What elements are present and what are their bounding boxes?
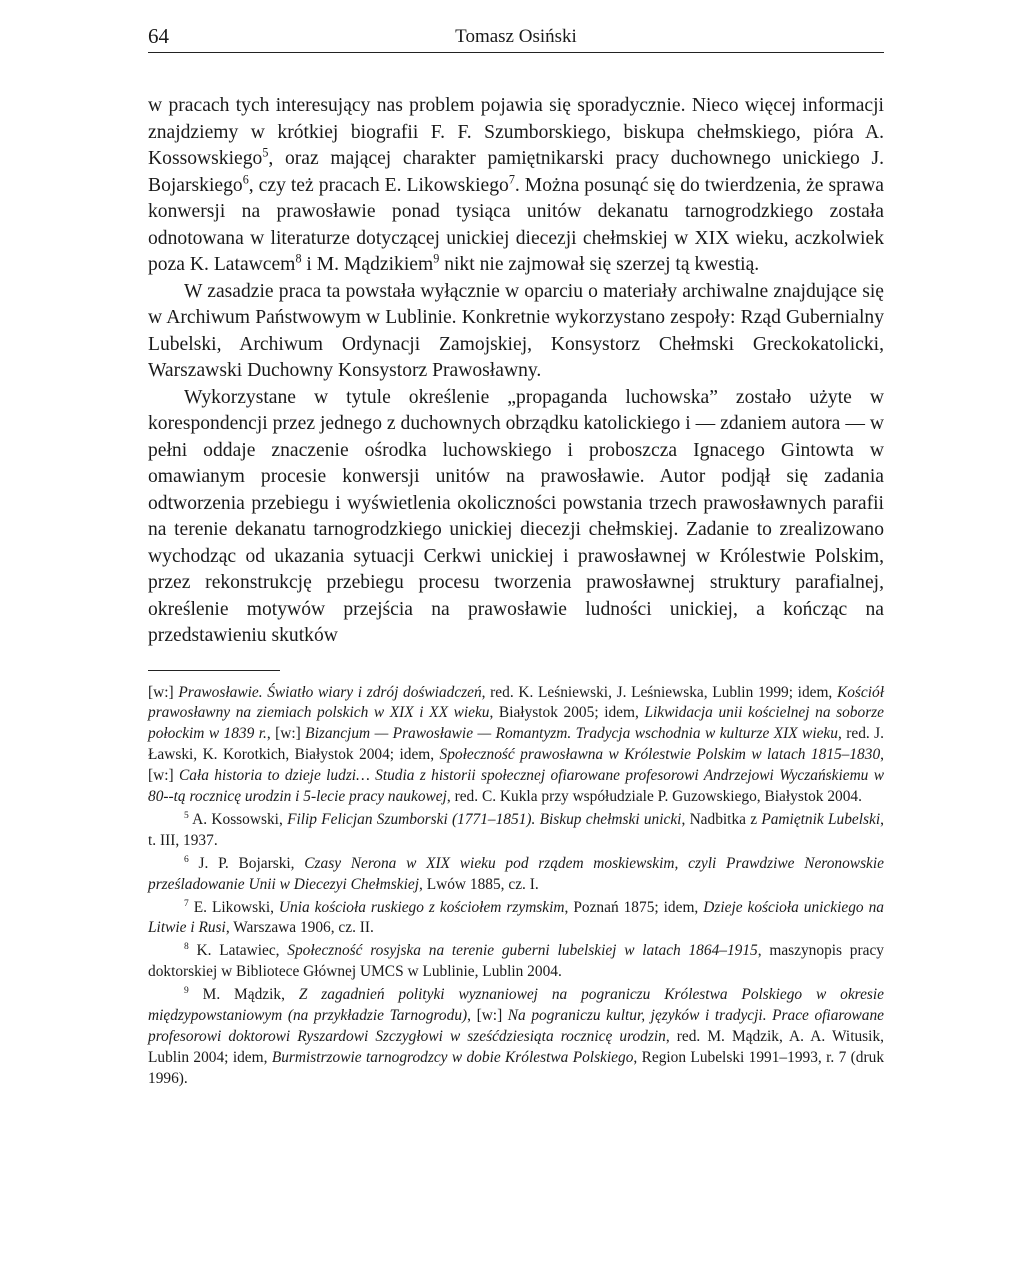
main-text — [148, 93, 884, 650]
footnote-6 — [148, 854, 884, 896]
fn-title: Unia kościoła ruskiego z kościołem rzymskim — [278, 898, 565, 916]
page-number: 64 — [148, 24, 169, 48]
paragraph-1-text-a: w pracach tych interesujący nas problem pojawia się sporadycznie. Nieco więcej informacji znajdziemy w krótkiej biografii F. F. Szumborskiego, biskupa chełmskiego, pióra A. Kossowskiego — [148, 95, 884, 169]
fn-title: Bizancjum — Prawosławie — Romantyzm. Tradycja wschodnia w kulturze XIX wieku — [305, 725, 838, 743]
fn-text: , [w:] — [266, 725, 306, 743]
fn-text: , maszynopis pracy doktorskiej w Bibliotece Głównej UMCS w Lublinie, Lublin 2004. — [148, 942, 884, 981]
footnote-ref-7: 7 — [508, 171, 515, 186]
footnote-number: 6 — [184, 853, 189, 865]
fn-text: E. Likowski, — [188, 898, 279, 916]
fn-text: , Warszawa 1906, cz. II. — [225, 919, 374, 937]
fn-text: , red. J. Ławski, K. Korotkich, Białystok 2004; idem, — [148, 725, 884, 764]
running-header — [148, 18, 884, 53]
fn-text: J. P. Bojarski, — [188, 854, 305, 872]
fn-title: Kościół prawosławny na ziemiach polskich w XIX i XX wieku — [148, 683, 884, 722]
fn-text: , Poznań 1875; idem, — [564, 898, 704, 916]
fn-title: Społeczność rosyjska na terenie guberni lubelskiej w latach 1864–1915 — [287, 942, 758, 960]
footnote-separator — [148, 670, 280, 671]
fn-title: Cała historia to dzieje ludzi… Studia z historii społecznej ofiarowane profesorowi Andrzejowi Wyczańskiemu w 80--tą rocznicę urodzin i 5-lecie pracy naukowej — [148, 767, 884, 806]
fn-title: Z zagadnień polityki wyznaniowej na pograniczu Królestwa Polskiego w okresie międzypowstaniowym (na przykładzie Tarnogrodu) — [148, 986, 885, 1025]
fn-title: Społeczność prawosławna w Królestwie Polskim w latach 1815–1830 — [439, 746, 881, 764]
paragraph-2: W zasadzie praca ta powstała wyłącznie w oparciu o materiały archiwalne znajdujące się w Archiwum Państwowym w Lublinie. Konkretnie wykorzystano zespoły: Rząd Gubernialny Lubelski, Archiwum Ordynacji Zamojskiej, Konsystorz Chełmski Greckokatolicki, Warszawski Duchowny Konsystorz Prawosławny. — [148, 280, 884, 381]
fn-title: Likwidacja unii kościelnej na soborze połockim w 1839 r. — [148, 704, 885, 743]
fn-text: K. Latawiec, — [188, 942, 288, 960]
fn-text: , Białystok 2005; idem, — [489, 704, 645, 722]
fn-title: Prawosławie. Światło wiary i zdrój doświadczeń — [178, 683, 482, 701]
footnote-ref-5: 5 — [262, 145, 269, 160]
footnote-number: 7 — [184, 897, 189, 909]
footnote-continuation — [148, 683, 884, 808]
fn-text: , Lwów 1885, cz. I. — [419, 875, 539, 893]
fn-title: Czasy Nerona w XIX wieku pod rządem moskiewskim, czyli Prawdziwe Neronowskie prześladowanie Unii w Diecezyi Chełmskiej — [148, 854, 884, 893]
fn-text: , t. III, 1937. — [148, 810, 884, 849]
footnote-number: 9 — [184, 985, 189, 997]
fn-text: M. Mądzik, — [188, 986, 299, 1004]
paragraph-1-text-e: i M. Mądzikiem — [301, 254, 434, 275]
fn-title: Pamiętnik Lubelski — [761, 810, 881, 828]
paragraph-1-text-f: nikt nie zajmował się szerzej tą kwestią. — [439, 254, 760, 275]
footnote-ref-9: 9 — [433, 251, 440, 266]
footnote-ref-8: 8 — [295, 251, 302, 266]
paragraph-1-text-d: . Można posunąć się do twierdzenia, że sprawa konwersji na prawosławie ponad tysiąca unitów dekanatu tarnogrodzkiego została odnotowana w literaturze dotyczącej unickiej diecezji chełmskiej w XIX wieku, aczkolwiek poza K. Latawcem — [148, 174, 884, 275]
fn-title: Burmistrzowie tarnogrodzcy w dobie Królestwa Polskiego — [271, 1048, 634, 1066]
paragraph-1-text-c: , czy też pracach E. Likowskiego — [248, 174, 509, 196]
fn-title: Dzieje kościoła unickiego na Litwie i Rusi — [148, 898, 884, 937]
footnote-number: 8 — [184, 941, 189, 953]
paragraph-1-text-b: , oraz mającej charakter pamiętnikarski pracy duchownego unickiego J. Bojarskiego — [148, 148, 884, 196]
footnote-8 — [148, 941, 884, 983]
fn-title: Filip Felicjan Szumborski (1771–1851). Biskup chełmski unicki — [287, 810, 682, 828]
footnote-9 — [148, 985, 884, 1090]
footnotes — [148, 683, 884, 1090]
fn-text: , Region Lubelski 1991–1993, r. 7 (druk 1996). — [148, 1048, 885, 1087]
footnote-ref-6: 6 — [242, 171, 249, 186]
footnote-5 — [148, 810, 884, 852]
fn-text: , red. M. Mądzik, A. A. Witusik, Lublin 2004; idem, — [148, 1028, 884, 1066]
running-head-author: Tomasz Osiński — [455, 26, 577, 47]
paragraph-3: Wykorzystane w tytule określenie „propaganda luchowska” zostało użyte w korespondencji przez jednego z duchownych obrządku katolickiego i — zdaniem autora — w pełni oddaje znaczenie ośrodka luchowskiego i proboszcza Ignacego Gintowta w omawianym procesie konwersji unitów na prawosławie. Autor podjął się zadania odtworzenia przebiegu i wyświetlenia okoliczności powstania trzech prawosławnych parafii na terenie dekanatu tarnogrodzkiego unickiej diecezji chełmskiej. Zadanie to zrealizowano wychodząc od ukazania sytuacji Cerkwi unickiej i prawosławnej w Królestwie Polskim, przez rekonstrukcję przebiegu procesu tworzenia prawosławnej struktury parafialnej, określenie motywów przejścia na prawosławie ludności unickiej, a kończąc na przedstawieniu skutków — [148, 386, 884, 646]
fn-text: , red. K. Leśniewski, J. Leśniewska, Lublin 1999; idem, — [481, 683, 837, 701]
footnote-7 — [148, 898, 884, 940]
fn-text: , [w:] — [467, 1007, 508, 1025]
fn-text: , Nadbitka z — [681, 810, 762, 828]
fn-text: [w:] — [148, 683, 179, 701]
footnote-number: 5 — [184, 810, 189, 822]
book-page — [148, 18, 884, 1092]
fn-title: Na pograniczu kultur, języków i tradycji. Prace ofiarowane profesorowi doktorowi Ryszardowi Szczygłowi w sześćdziesiąta rocznicę urodzin — [148, 1007, 884, 1045]
paragraph-1 — [148, 93, 884, 279]
fn-text: , red. C. Kukla przy współudziale P. Guzowskiego, Białystok 2004. — [446, 788, 862, 806]
fn-text: , [w:] — [148, 746, 884, 785]
fn-text: A. Kossowski, — [188, 810, 288, 828]
